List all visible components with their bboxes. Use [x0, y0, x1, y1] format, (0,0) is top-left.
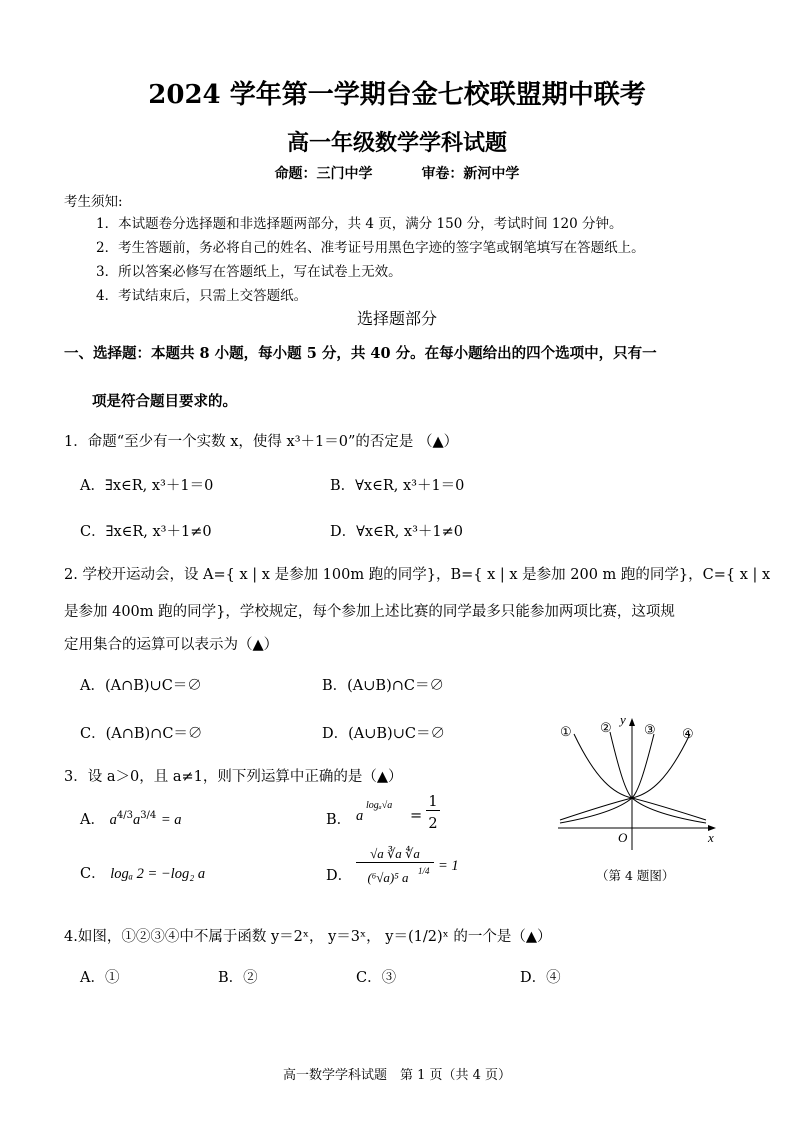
q3-stem: 3．设 a＞0，且 a≠1，则下列运算中正确的是（▲） [64, 769, 403, 785]
q3-option-d-label: D． [326, 868, 353, 884]
reviewer: 审卷：新河中学 [421, 166, 520, 182]
notice-item-2: 2．考生答题前，务必将自己的姓名、准考证号用黑色字迹的签字笔或钢笔填写在答题纸上。 [96, 240, 645, 256]
page-footer: 高一数学学科试题 第 1 页（共 4 页） [282, 1068, 512, 1083]
curve-1 [574, 734, 706, 820]
q1-option-d: D．∀x∈R, x³＋1≠0 [330, 524, 464, 540]
curve-4 [560, 734, 690, 820]
curve-2 [610, 732, 706, 823]
q1-option-b: B．∀x∈R, x³＋1＝0 [330, 478, 465, 494]
notice-item-3: 3．所以答案必修写在答题纸上，写在试卷上无效。 [96, 264, 402, 280]
q2-option-a: A．(A∩B)∪C＝∅ [80, 678, 202, 694]
figure-caption: （第 4 题图） [596, 868, 675, 883]
curve-label-2: ② [600, 720, 612, 735]
notice-title: 考生须知: [64, 194, 123, 210]
curve-label-1: ① [560, 724, 572, 739]
q1-option-a: A．∃x∈R, x³＋1＝0 [80, 478, 214, 494]
q3-option-a: A． $a^{4/3}a^{3/4} = a$ [80, 810, 182, 828]
exponential-graph-figure [556, 710, 722, 862]
q2-line3: 定用集合的运算可以表示为（▲） [64, 637, 279, 653]
q2-line2: 是参加 400m 跑的同学}，学校规定，每个参加上述比赛的同学最多只能参加两项比赛，这项规 [64, 604, 675, 620]
section-heading-line1: 一、选择题：本题共 8 小题，每小题 5 分，共 40 分。在每小题给出的四个选项中，只有一 [64, 345, 657, 362]
curve-label-4: ④ [682, 726, 694, 741]
authors-line [0, 163, 794, 183]
q3-option-b-label: B． [326, 812, 352, 828]
y-axis-arrow [629, 718, 635, 726]
q4-option-c: C．③ [356, 970, 397, 986]
notice-item-1: 1．本试题卷分选择题和非选择题两部分，共 4 页，满分 150 分，考试时间 120 分钟。 [96, 216, 623, 232]
q3-option-a-label: A． [80, 812, 105, 828]
q2-option-c: C．(A∩B)∩C＝∅ [80, 726, 203, 742]
q4-stem: 4.如图，①②③④中不属于函数 y＝2ˣ， y＝3ˣ， y＝(1/2)ˣ 的一个是（▲） [64, 929, 552, 945]
section-heading-line2: 项是符合题目要求的。 [92, 393, 237, 410]
author: 命题：三门中学 [274, 166, 373, 182]
q1-stem: 1．命题“至少有一个实数 x，使得 x³＋1＝0”的否定是 （▲） [64, 434, 459, 450]
exam-subtitle: 高一年级数学学科试题 [286, 130, 507, 156]
x-axis-label: x [708, 830, 714, 845]
q2-option-d: D．(A∪B)∪C＝∅ [322, 726, 445, 742]
q3-option-c: C． logₐ 2 = −log₂ a [80, 866, 206, 882]
q2-option-b: B．(A∪B)∩C＝∅ [322, 678, 444, 694]
y-axis-label: y [620, 712, 626, 727]
section-title: 选择题部分 [356, 309, 437, 328]
curve-label-3: ③ [644, 722, 656, 737]
q3-option-c-label: C． [80, 866, 106, 882]
notice-item-4: 4．考试结束后，只需上交答题纸。 [96, 288, 308, 304]
q4-option-d: D．④ [520, 970, 561, 986]
q2-line1: 2. 学校开运动会，设 A={ x | x 是参加 100m 跑的同学}，B={ x | x 是参加 200 m 跑的同学}，C={ x | x [64, 567, 771, 583]
exam-title: 2024 学年第一学期台金七校联盟期中联考 [148, 80, 646, 110]
q4-option-a: A．① [80, 970, 120, 986]
curve-3 [560, 734, 654, 823]
q4-option-b: B．② [218, 970, 258, 986]
q1-option-c: C．∃x∈R, x³＋1≠0 [80, 524, 212, 540]
origin-label: O [618, 830, 628, 845]
